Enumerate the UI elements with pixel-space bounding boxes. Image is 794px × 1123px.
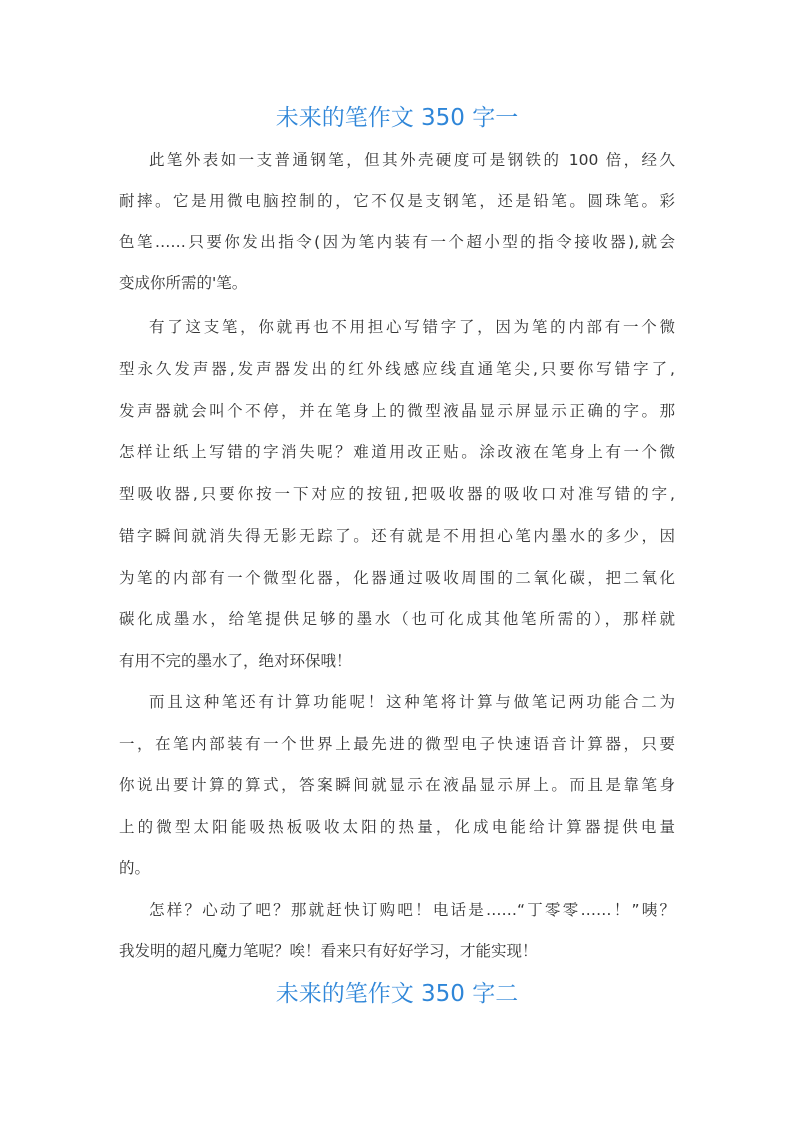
paragraph-2-line-4: 怎样让纸上写错的字消失呢？难道用改正贴。涂改液在笔身上有一个微 bbox=[119, 443, 675, 461]
paragraph-2-line-9: 有用不完的墨水了，绝对环保哦！ bbox=[119, 652, 352, 670]
section-title-2: 未来的笔作文 350 字二 bbox=[275, 981, 519, 1007]
paragraph-3-line-3: 你说出要计算的算式，答案瞬间就显示在液晶显示屏上。而且是靠笔身 bbox=[119, 776, 675, 794]
paragraph-3-line-4: 上的微型太阳能吸热板吸收太阳的热量，化成电能给计算器提供电量 bbox=[119, 818, 675, 836]
paragraph-2-line-2: 型永久发声器,发声器发出的红外线感应线直通笔尖,只要你写错字了, bbox=[119, 360, 675, 378]
paragraph-3-line-5: 的。 bbox=[119, 859, 151, 877]
section-title-1: 未来的笔作文 350 字一 bbox=[275, 105, 519, 131]
paragraph-2-line-5: 型吸收器,只要你按一下对应的按钮,把吸收器的吸收口对准写错的字, bbox=[119, 485, 675, 503]
paragraph-4-line-2: 我发明的超凡魔力笔呢？唉！看来只有好好学习，才能实现！ bbox=[119, 942, 538, 960]
paragraph-2-line-6: 错字瞬间就消失得无影无踪了。还有就是不用担心笔内墨水的多少，因 bbox=[119, 527, 675, 545]
paragraph-4-line-1: 怎样？心动了吧？那就赶快订购吧！电话是……“丁零零……！”咦？ bbox=[149, 901, 675, 919]
paragraph-2-line-1: 有了这支笔，你就再也不用担心写错字了，因为笔的内部有一个微 bbox=[149, 318, 675, 336]
paragraph-2-line-3: 发声器就会叫个不停，并在笔身上的微型液晶显示屏显示正确的字。那 bbox=[119, 402, 675, 420]
paragraph-1-line-3: 色笔……只要你发出指令(因为笔内装有一个超小型的指令接收器),就会 bbox=[119, 233, 675, 251]
paragraph-2-line-8: 碳化成墨水，给笔提供足够的墨水（也可化成其他笔所需的），那样就 bbox=[119, 610, 675, 628]
paragraph-2-line-7: 为笔的内部有一个微型化器，化器通过吸收周围的二氧化碳，把二氧化 bbox=[119, 569, 675, 587]
paragraph-1-line-2: 耐摔。它是用微电脑控制的，它不仅是支钢笔，还是铅笔。圆珠笔。彩 bbox=[119, 192, 675, 210]
paragraph-1-line-1: 此笔外表如一支普通钢笔，但其外壳硬度可是钢铁的 100 倍，经久 bbox=[149, 151, 675, 169]
paragraph-1-line-4: 变成你所需的'笔。 bbox=[119, 274, 248, 292]
paragraph-3-line-1: 而且这种笔还有计算功能呢！这种笔将计算与做笔记两功能合二为 bbox=[149, 693, 675, 711]
paragraph-3-line-2: 一，在笔内部装有一个世界上最先进的微型电子快速语音计算器，只要 bbox=[119, 735, 675, 753]
